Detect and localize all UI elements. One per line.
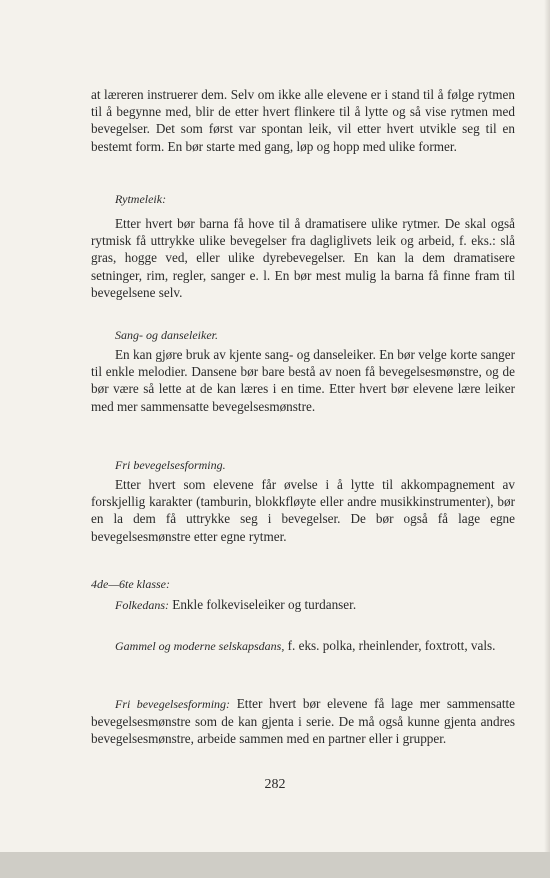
heading-fri-bevegelsesforming: Fri bevegelsesforming.: [115, 458, 226, 472]
paragraph-intro: at læreren instruerer dem. Selv om ikke alle elevene er i stand til å følge rytmen til å begynne med, blir de etter hvert flinkere til å lytte og så vise rytmen med bevegelser. Det som først var spontan leik, vil etter hvert utvikle seg til en bestemt form. En bør starte med gang, løp og hopp med ulike former.: [91, 87, 515, 154]
heading-rytmeleik: Rytmeleik:: [115, 192, 167, 206]
heading-sang-og-danseleiker: Sang- og danseleiker.: [115, 328, 218, 342]
paragraph-sang-og-danseleiker: En kan gjøre bruk av kjente sang- og danseleiker. En bør velge korte sanger til enkle melodier. Dansene bør bare bestå av noen få bevegelsesmønstre, og de bør være så lette at de kan læres i en time. Etter hvert bør elevene lære leiker med mer sammensatte bevegelsesmønstre.: [91, 347, 515, 414]
paragraph-rytmeleik: Etter hvert bør barna få hove til å dramatisere ulike rytmer. De skal også rytmisk få uttrykke ulike bevegelser fra dagliglivets leik og arbeid, f. eks.: slå gras, hogge ved, eller ulike dyrebevegelser. En kan la dem dramatisere setninger, rim, regler, sanger e. l. En bør mest mulig la barna få finne fram til bevegelsene selv.: [91, 216, 515, 300]
heading-4de-6te-klasse: 4de—6te klasse:: [91, 577, 170, 591]
paragraph-folkedans: [91, 596, 515, 614]
fri-bevegelsesforming-2-text: Etter hvert bør elevene få lage mer sammensatte bevegelsesmønstre som de kan gjenta i serie. De må også kunne gjenta andres bevegelsesmønstre, arbeide sammen med en partner eller i grupper.: [91, 696, 516, 747]
scan-bottom-border: [0, 852, 550, 878]
page-edge-shadow: [544, 0, 550, 852]
selskapsdans-eks: f. eks.: [287, 638, 320, 653]
selskapsdans-text: polka, rheinlender, foxtrott, vals.: [322, 638, 496, 653]
subheading-selskapsdans: Gammel og moderne selskapsdans,: [115, 639, 285, 653]
subheading-folkedans: Folkedans:: [115, 598, 169, 612]
page-number: 282: [264, 777, 286, 792]
paragraph-fri-bevegelsesforming-2: [91, 695, 515, 748]
paragraph-selskapsdans: [91, 637, 515, 655]
subheading-fri-bevegelsesforming-2: Fri bevegelsesforming:: [115, 697, 231, 711]
paragraph-fri-bevegelsesforming: Etter hvert som elevene får øvelse i å lytte til akkompagnement av forskjellig karakter (tamburin, blokkfløyte eller andre musikkinstrumenter), bør en la dem få uttrykke seg i bevegelser. De bør også få lage egne bevegelsesmønstre etter egne rytmer.: [91, 477, 515, 544]
folkedans-text: Enkle folkeviseleiker og turdanser.: [172, 597, 357, 612]
